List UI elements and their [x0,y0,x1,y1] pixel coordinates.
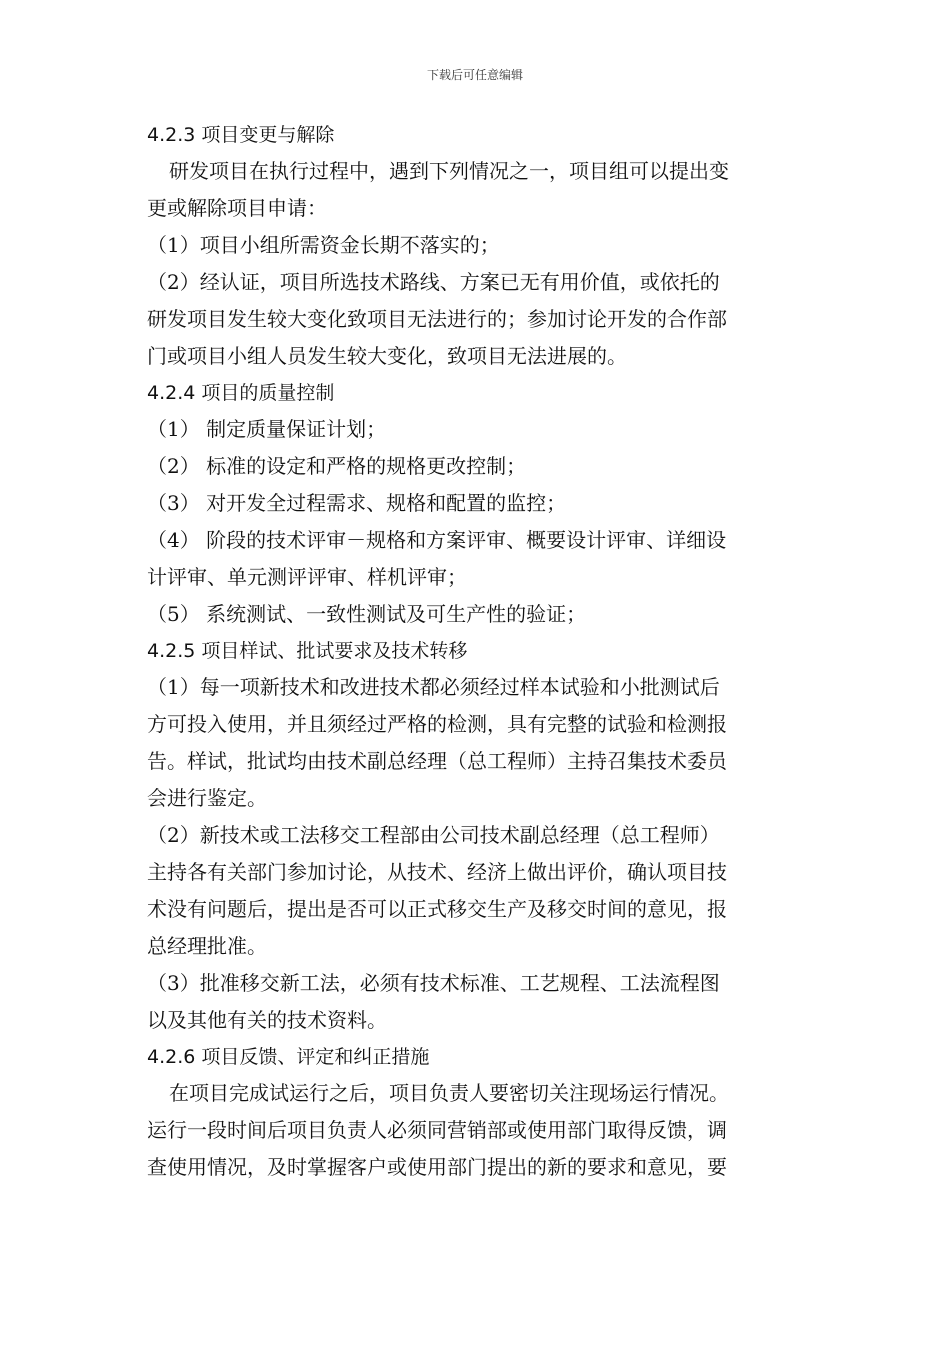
heading-text: 4.2.6 项目反馈、评定和纠正措施 [147,1046,430,1068]
paragraph-line: 更或解除项目申请： [147,196,327,220]
paragraph-line: （1） 制定质量保证计划； [147,417,387,441]
paragraph-line: 运行一段时间后项目负责人必须同营销部或使用部门取得反馈，调 [147,1118,727,1142]
paragraph-line: （3）批准移交新工法，必须有技术标准、工艺规程、工法流程图 [147,971,720,995]
paragraph-line: （1）每一项新技术和改进技术都必须经过样本试验和小批测试后 [147,675,720,699]
paragraph-line: 术没有问题后，提出是否可以正式移交生产及移交时间的意见，报 [147,897,727,921]
section-heading [147,375,807,411]
section-heading [147,1039,807,1075]
paragraph [147,1075,807,1186]
paragraph [147,965,807,1039]
document-body [147,117,807,1186]
paragraph-line: 会进行鉴定。 [147,786,267,810]
paragraph-line: （5） 系统测试、一致性测试及可生产性的验证； [147,602,587,626]
paragraph-line: （2）经认证，项目所选技术路线、方案已无有用价值，或依托的 [147,270,720,294]
paragraph [147,522,807,596]
paragraph-line: 主持各有关部门参加讨论，从技术、经济上做出评价，确认项目技 [147,860,727,884]
paragraph-line: （1）项目小组所需资金长期不落实的； [147,233,500,257]
heading-text: 4.2.4 项目的质量控制 [147,382,335,404]
page-header: 下载后可任意编辑 [426,68,523,82]
paragraph [147,817,807,965]
paragraph-line: 以及其他有关的技术资料。 [147,1008,387,1032]
paragraph-line: 总经理批准。 [147,934,267,958]
paragraph-line: 告。样试，批试均由技术副总经理（总工程师）主持召集技术委员 [147,749,727,773]
heading-text: 4.2.3 项目变更与解除 [147,124,335,146]
paragraph-line: （2） 标准的设定和严格的规格更改控制； [147,454,527,478]
heading-text: 4.2.5 项目样试、批试要求及技术转移 [147,640,468,662]
section-heading [147,633,807,669]
paragraph [147,485,807,522]
paragraph [147,153,807,227]
paragraph-line: 方可投入使用，并且须经过严格的检测，具有完整的试验和检测报 [147,712,727,736]
paragraph-line: 计评审、单元测评评审、样机评审； [147,565,467,589]
paragraph-line: 在项目完成试运行之后，项目负责人要密切关注现场运行情况。 [169,1081,729,1105]
paragraph-line: 查使用情况，及时掌握客户或使用部门提出的新的要求和意见，要 [147,1155,727,1179]
paragraph-line: 研发项目在执行过程中，遇到下列情况之一，项目组可以提出变 [169,159,729,183]
paragraph [147,411,807,448]
paragraph [147,227,807,264]
paragraph-line: 研发项目发生较大变化致项目无法进行的；参加讨论开发的合作部 [147,307,727,331]
paragraph-line: （3） 对开发全过程需求、规格和配置的监控； [147,491,567,515]
paragraph [147,264,807,375]
paragraph [147,448,807,485]
paragraph [147,596,807,633]
paragraph-line: 门或项目小组人员发生较大变化，致项目无法进展的。 [147,344,627,368]
paragraph-line: （2）新技术或工法移交工程部由公司技术副总经理（总工程师） [147,823,720,847]
paragraph [147,669,807,817]
paragraph-line: （4） 阶段的技术评审－规格和方案评审、概要设计评审、详细设 [147,528,727,552]
section-heading [147,117,807,153]
